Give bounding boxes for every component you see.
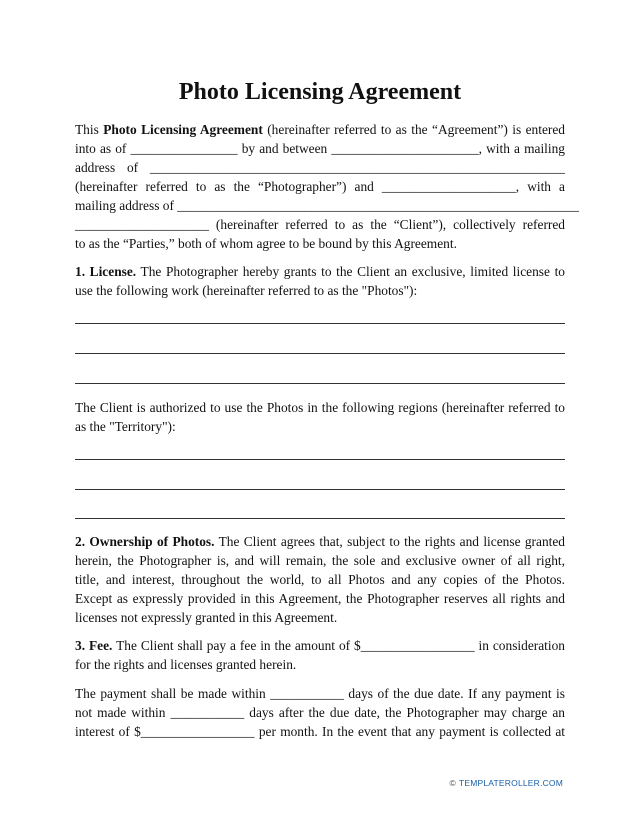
document-title: Photo Licensing Agreement	[178, 79, 462, 105]
intro-line-2: into as of ________________ by and between ______________________, with a mailing	[75, 141, 565, 156]
territory-blank-line-2[interactable]	[75, 489, 565, 490]
section-3-text: The Client shall pay a fee in the amount of $_________________ in consideration	[112, 638, 566, 653]
intro-line-1	[75, 120, 565, 139]
intro-line-6: ____________________ (hereinafter referred to as the “Client”), collectively referred	[75, 217, 565, 232]
payment-line-2: not made within ___________ days after the due date, the Photographer may charge an	[75, 705, 565, 720]
section-2-line-2: herein, the Photographer is, and will remain, the sole and exclusive owner of all right,	[75, 553, 565, 568]
photos-blank-line-2[interactable]	[75, 353, 565, 354]
territory-line-2: as the "Territory"):	[75, 419, 176, 434]
section-1-line-2: use the following work (hereinafter referred to as the "Photos"):	[75, 283, 418, 298]
section-3-line-2: for the rights and licenses granted herein.	[75, 657, 297, 672]
section-1-heading: 1. License.	[75, 264, 137, 279]
intro-line-3: address of ______________________________________________________________	[75, 160, 565, 175]
section-2-line-3: title, and interest, throughout the world, to all Photos and any copies of the Photos.	[75, 572, 565, 587]
section-2-text: The Client agrees that, subject to the rights and license granted	[214, 534, 566, 549]
section-2-line-5: licenses not expressly granted in this Agreement.	[75, 610, 338, 625]
section-3-heading: 3. Fee.	[75, 638, 113, 653]
footer-brand[interactable]	[449, 778, 563, 788]
footer-brand-text: TEMPLATEROLLER.COM	[458, 778, 563, 788]
intro-line-4: (hereinafter referred to as the “Photographer”) and ____________________, with a	[75, 179, 565, 194]
territory-blank-line-3[interactable]	[75, 518, 565, 519]
section-2-heading: 2. Ownership of Photos.	[75, 534, 215, 549]
section-2-line-1	[75, 532, 565, 551]
agreement-name-bold: Photo Licensing Agreement	[103, 122, 263, 137]
intro-line-7: to as the “Parties,” both of whom agree to be bound by this Agreement.	[75, 236, 457, 251]
intro-text: (hereinafter referred to as the “Agreement”) is entered	[262, 122, 566, 137]
section-1-line-1	[75, 262, 565, 281]
photos-blank-line-1[interactable]	[75, 323, 565, 324]
photos-blank-line-3[interactable]	[75, 383, 565, 384]
intro-text: This	[75, 122, 104, 137]
section-3-line-1	[75, 636, 565, 655]
intro-line-5: mailing address of ____________________________________________________________	[75, 198, 579, 213]
territory-blank-line-1[interactable]	[75, 459, 565, 460]
copyright-icon: ©	[449, 778, 456, 788]
territory-line-1: The Client is authorized to use the Photos in the following regions (hereinafter referred to	[75, 400, 565, 415]
payment-line-3: interest of $_________________ per month. In the event that any payment is collected at	[75, 724, 565, 739]
section-1-text: The Photographer hereby grants to the Client an exclusive, limited license to	[136, 264, 565, 279]
payment-line-1: The payment shall be made within ___________ days of the due date. If any payment is	[75, 686, 565, 701]
section-2-line-4: Except as expressly provided in this Agreement, the Photographer reserves all rights and	[75, 591, 565, 606]
